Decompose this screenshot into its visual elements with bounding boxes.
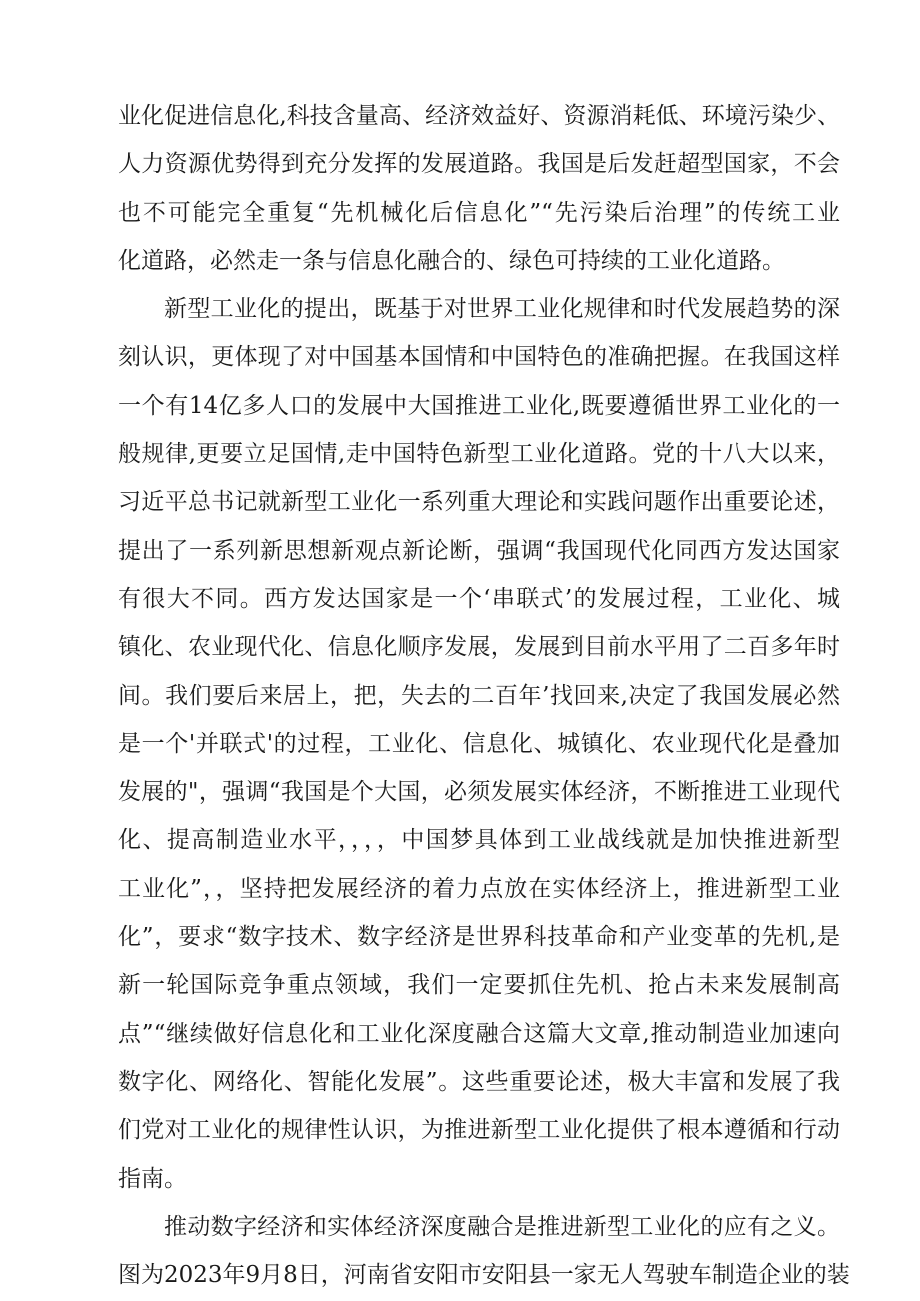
paragraph-2-line-7: 有很大不同。西方发达国家是一个‘串联式’的发展过程，工业化、城 (118, 585, 840, 612)
paragraph-2-line-15: 新一轮国际竞争重点领域，我们一定要抓住先机、抢占未来发展制高 (118, 972, 840, 999)
paragraph-1-line-1: 业化促进信息化,科技含量高、经济效益好、资源消耗低、环境污染少、 (118, 103, 840, 129)
paragraph-2-line-10: 是一个'并联式'的过程，工业化、信息化、城镇化、农业现代化是叠加 (118, 730, 840, 757)
paragraph-2-line-13: 工业化”，，坚持把发展经济的着力点放在实体经济上，推进新型工业 (118, 875, 840, 902)
paragraph-2-line-3: 一个有14亿多人口的发展中大国推进工业化,既要遵循世界工业化的一 (118, 392, 840, 419)
paragraph-3-line-2: 图为2023年9月8日，河南省安阳市安阳县一家无人驾驶车制造企业的装 (118, 1262, 850, 1289)
paragraph-2-line-2: 刻认识，更体现了对中国基本国情和中国特色的准确把握。在我国这样 (118, 344, 840, 371)
paragraph-2-line-16: 点”“继续做好信息化和工业化深度融合这篇大文章,推动制造业加速向 (118, 1020, 840, 1047)
paragraph-3-line-1: 推动数字经济和实体经济深度融合是推进新型工业化的应有之义。 (164, 1213, 840, 1240)
paragraph-2-line-17: 数字化、网络化、智能化发展”。这些重要论述，极大丰富和发展了我 (118, 1068, 840, 1095)
paragraph-1-line-2: 人力资源优势得到充分发挥的发展道路。我国是后发赶超型国家，不会 (118, 151, 840, 178)
paragraph-1-line-3: 也不可能完全重复“先机械化后信息化”“先污染后治理”的传统工业 (118, 199, 840, 226)
paragraph-2-line-6: 提出了一系列新思想新观点新论断，强调“我国现代化同西方发达国家 (118, 537, 840, 564)
paragraph-2-line-19: 指南。 (118, 1165, 187, 1192)
paragraph-2-line-8: 镇化、农业现代化、信息化顺序发展，发展到目前水平用了二百多年时 (118, 634, 840, 661)
paragraph-2-line-1: 新型工业化的提出，既基于对世界工业化规律和时代发展趋势的深 (164, 296, 840, 323)
paragraph-2-line-4: 般规律,更要立足国情,走中国特色新型工业化道路。党的十八大以来， (118, 441, 840, 468)
paragraph-2-line-18: 们党对工业化的规律性认识，为推进新型工业化提供了根本遵循和行动 (118, 1117, 840, 1144)
paragraph-1-line-4: 化道路，必然走一条与信息化融合的、绿色可持续的工业化道路。 (118, 247, 785, 274)
paragraph-2-line-9: 间。我们要后来居上，把，失去的二百年’找回来,决定了我国发展必然 (118, 682, 840, 709)
paragraph-2-line-11: 发展的"，强调“我国是个大国，必须发展实体经济，不断推进工业现代 (118, 779, 840, 806)
paragraph-2-line-14: 化”，要求“数字技术、数字经济是世界科技革命和产业变革的先机,是 (118, 924, 840, 951)
paragraph-2-line-12: 化、提高制造业水平，，，，中国梦具体到工业战线就是加快推进新型 (118, 827, 840, 854)
document-body (118, 92, 850, 1299)
paragraph-2-line-5: 习近平总书记就新型工业化一系列重大理论和实践问题作出重要论述， (118, 489, 840, 516)
